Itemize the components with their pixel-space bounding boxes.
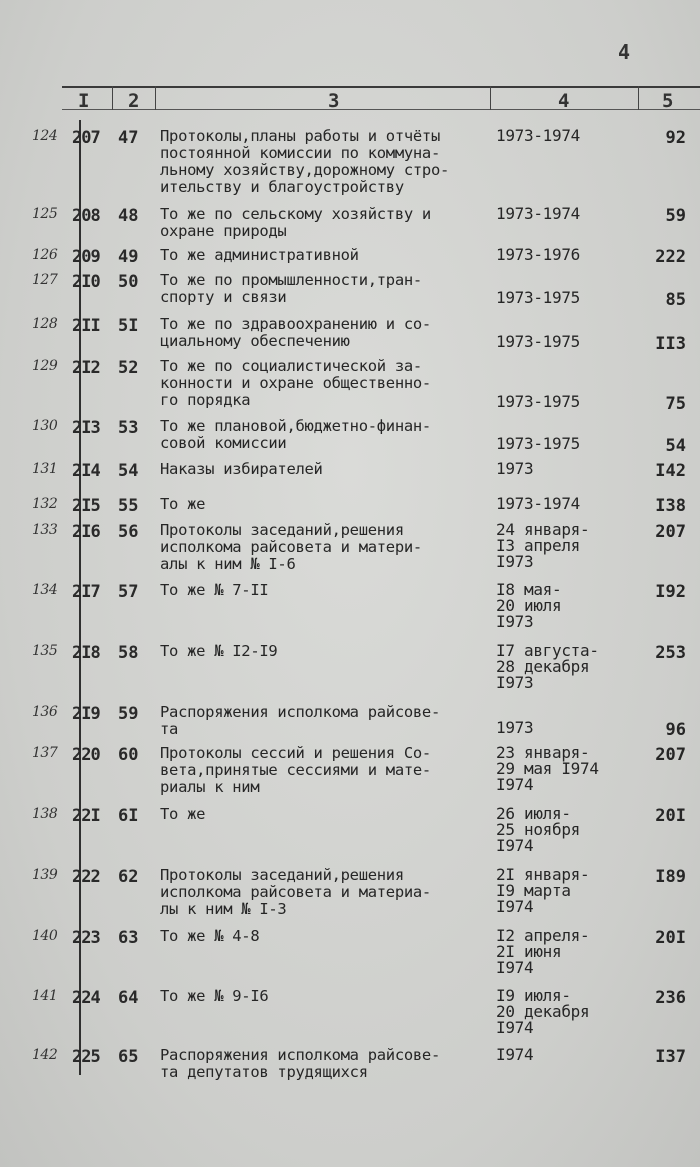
handwritten-number: 139	[32, 867, 58, 883]
file-dates: I974	[496, 1045, 534, 1064]
page-count: I37	[655, 1047, 686, 1067]
file-dates: 1973-1974	[496, 204, 580, 223]
file-dates: I2 апреля- 2I июня I974	[496, 926, 590, 977]
file-title: То же	[160, 495, 206, 513]
page-count: II3	[655, 334, 686, 354]
header-col-3: 3	[328, 90, 340, 112]
file-number: 65	[118, 1047, 139, 1067]
file-dates: 2I января- I9 марта I974	[496, 865, 590, 916]
page-count: 92	[665, 128, 686, 148]
file-dates: 1973-1976	[496, 245, 580, 264]
file-dates: 26 июля- 25 ноября I974	[496, 804, 580, 855]
handwritten-number: 130	[32, 418, 58, 434]
page-count: 253	[655, 643, 686, 663]
header-col-5: 5	[662, 90, 674, 112]
file-number: 55	[118, 496, 139, 516]
page-number: 4	[618, 40, 631, 64]
handwritten-number: 134	[32, 582, 58, 598]
file-dates: I9 июля- 20 декабря I974	[496, 986, 590, 1037]
file-dates: 1973	[496, 459, 534, 478]
file-title: Наказы избирателей	[160, 460, 323, 478]
page-count: 20I	[655, 806, 686, 826]
sequence-number: 2II	[72, 316, 100, 336]
sequence-number: 220	[72, 745, 100, 765]
file-title: То же по сельскому хозяйству и охране природы	[160, 205, 431, 240]
handwritten-number: 133	[32, 522, 58, 538]
file-title: То же административной	[160, 246, 359, 264]
handwritten-number: 137	[32, 745, 58, 761]
handwritten-number: 128	[32, 316, 58, 332]
file-number: 6I	[118, 806, 139, 826]
file-title: То же № I2-I9	[160, 642, 278, 660]
sequence-number: 2I4	[72, 461, 100, 481]
page-count: I42	[655, 461, 686, 481]
handwritten-number: 129	[32, 358, 58, 374]
page-count: 222	[655, 247, 686, 267]
file-dates: 1973-1975	[496, 392, 580, 411]
file-title: То же	[160, 805, 206, 823]
file-title: То же по промышленности,тран- спорту и связи	[160, 271, 422, 306]
file-number: 57	[118, 582, 139, 602]
sequence-number: 225	[72, 1047, 100, 1067]
file-title: То же плановой,бюджетно-финан- совой комиссии	[160, 417, 431, 452]
sequence-number: 223	[72, 928, 100, 948]
file-title: То же № 7-II	[160, 581, 269, 599]
header-top-rule	[62, 86, 700, 88]
handwritten-number: 140	[32, 928, 58, 944]
page-count: 236	[655, 988, 686, 1008]
header-separator	[112, 86, 113, 110]
file-number: 52	[118, 358, 139, 378]
handwritten-number: 126	[32, 247, 58, 263]
file-number: 47	[118, 128, 139, 148]
sequence-number: 2I6	[72, 522, 100, 542]
handwritten-number: 124	[32, 128, 58, 144]
page-count: 207	[655, 522, 686, 542]
file-number: 54	[118, 461, 139, 481]
page-count: 96	[665, 720, 686, 740]
handwritten-number: 125	[32, 206, 58, 222]
page-count: 207	[655, 745, 686, 765]
file-number: 58	[118, 643, 139, 663]
file-dates: 1973-1974	[496, 494, 580, 513]
file-dates: 24 января- I3 апреля I973	[496, 520, 590, 571]
header-col-2: 2	[128, 90, 140, 112]
file-number: 63	[118, 928, 139, 948]
handwritten-number: 141	[32, 988, 58, 1004]
file-number: 49	[118, 247, 139, 267]
file-title: Распоряжения исполкома райсове- та депутатов трудящихся	[160, 1046, 440, 1081]
page-count: I89	[655, 867, 686, 887]
file-number: 59	[118, 704, 139, 724]
file-number: 48	[118, 206, 139, 226]
sequence-number: 2I3	[72, 418, 100, 438]
handwritten-number: 138	[32, 806, 58, 822]
sequence-number: 2I0	[72, 272, 100, 292]
sequence-number: 222	[72, 867, 100, 887]
file-title: Протоколы заседаний,решения исполкома райсовета и матери- алы к ним № I-6	[160, 521, 422, 573]
file-dates: 1973-1974	[496, 126, 580, 145]
handwritten-number: 142	[32, 1047, 58, 1063]
file-title: То же по социалистической за- конности и охране общественно- го порядка	[160, 357, 431, 409]
sequence-number: 207	[72, 128, 100, 148]
file-title: То же по здравоохранению и со- циальному обеспечению	[160, 315, 431, 350]
sequence-number: 2I5	[72, 496, 100, 516]
file-number: 60	[118, 745, 139, 765]
file-dates: I8 мая- 20 июля I973	[496, 580, 562, 631]
handwritten-number: 131	[32, 461, 58, 477]
handwritten-number: 127	[32, 272, 58, 288]
header-separator	[490, 86, 491, 110]
sequence-number: 2I2	[72, 358, 100, 378]
sequence-number: 2I7	[72, 582, 100, 602]
header-separator	[155, 86, 156, 110]
file-title: Протоколы,планы работы и отчёты постоянной комиссии по коммуна- льному хозяйству,дорожному стро- ительству и благоустройству	[160, 127, 450, 196]
file-title: Распоряжения исполкома райсове- та	[160, 703, 440, 738]
file-number: 50	[118, 272, 139, 292]
file-dates: 1973	[496, 718, 534, 737]
file-dates: 1973-1975	[496, 332, 580, 351]
page-count: I92	[655, 582, 686, 602]
header-col-1: I	[78, 90, 90, 112]
sequence-number: 208	[72, 206, 100, 226]
file-title: То же № 4-8	[160, 927, 260, 945]
file-dates: I7 августа- 28 декабря I973	[496, 641, 599, 692]
file-dates: 1973-1975	[496, 434, 580, 453]
sequence-number: 209	[72, 247, 100, 267]
file-number: 62	[118, 867, 139, 887]
sequence-number: 2I8	[72, 643, 100, 663]
handwritten-number: 132	[32, 496, 58, 512]
header-separator	[638, 86, 639, 110]
file-number: 53	[118, 418, 139, 438]
file-number: 5I	[118, 316, 139, 336]
file-dates: 1973-1975	[496, 288, 580, 307]
sequence-number: 22I	[72, 806, 100, 826]
file-number: 64	[118, 988, 139, 1008]
file-number: 56	[118, 522, 139, 542]
sequence-number: 224	[72, 988, 100, 1008]
handwritten-number: 136	[32, 704, 58, 720]
header-col-4: 4	[558, 90, 570, 112]
page-count: 54	[665, 436, 686, 456]
page-count: 59	[665, 206, 686, 226]
page-count: 20I	[655, 928, 686, 948]
page-count: 75	[665, 394, 686, 414]
handwritten-number: 135	[32, 643, 58, 659]
page-count: 85	[665, 290, 686, 310]
page-count: I38	[655, 496, 686, 516]
file-dates: 23 января- 29 мая I974 I974	[496, 743, 599, 794]
file-title: Протоколы заседаний,решения исполкома райсовета и материа- лы к ним № I-3	[160, 866, 431, 918]
header-bottom-rule	[62, 109, 700, 110]
file-title: То же № 9-I6	[160, 987, 269, 1005]
file-title: Протоколы сессий и решения Со- вета,принятые сессиями и мате- риалы к ним	[160, 744, 431, 796]
sequence-number: 2I9	[72, 704, 100, 724]
